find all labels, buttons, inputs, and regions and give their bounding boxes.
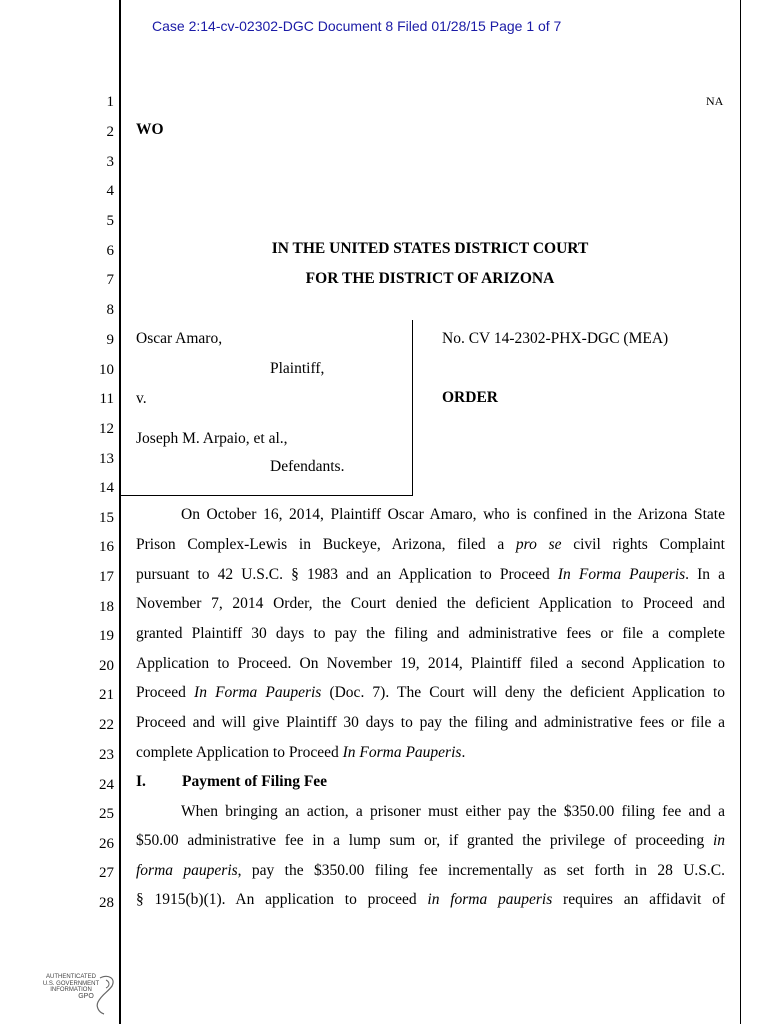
section-title: Payment of Filing Fee [182,773,328,790]
line-number: 22 [99,717,114,733]
court-title-line2: FOR THE DISTRICT OF ARIZONA [305,270,555,287]
line-number: 23 [99,747,114,763]
text-segment: Proceed [136,684,195,701]
text-segment: , pay the $350.00 filing fee incrementally as set forth in 28 U.S.C. [237,862,725,879]
line-number: 13 [99,451,114,467]
line-number: 4 [106,183,114,199]
italic-phrase: in forma pauperis [427,891,553,908]
caption-vertical-rule [412,320,413,496]
line-number: 14 [99,480,114,496]
line-number: 15 [99,510,114,526]
body-text-line: When bringing an action, a prisoner must either pay the $350.00 filing fee and a [181,803,725,820]
text-segment: civil rights Complaint [561,536,725,553]
body-text-line: Proceed and will give Plaintiff 30 days to pay the filing and administrative fees or file a [136,714,725,731]
line-number: 26 [99,836,114,852]
case-number: No. CV 14-2302-PHX-DGC (MEA) [442,330,669,347]
defendant-role: Defendants. [270,458,345,475]
caption-bottom-rule [120,495,413,496]
line-number: 10 [99,362,114,378]
italic-phrase: In Forma Pauperis [194,684,322,701]
gpo-text-line1: AUTHENTICATED [46,974,96,980]
body-text-line: Application to Proceed. On November 19, 2014, Plaintiff filed a second Application to [136,655,725,672]
top-right-code: NA [706,94,724,108]
line-number: 7 [106,272,114,288]
line-number: 28 [99,895,114,911]
text-segment: . In a [685,566,726,583]
versus: v. [136,390,147,407]
body-text-line [136,684,725,702]
italic-phrase: In Forma Pauperis [342,744,462,761]
line-number: 16 [99,539,114,555]
line-number: 3 [106,154,114,170]
line-number: 6 [106,243,114,259]
italic-phrase: in [712,832,725,849]
line-number: 2 [106,124,114,140]
line-number: 21 [99,687,114,703]
section-number: I. [136,773,146,790]
gpo-text-line3: INFORMATION [50,987,92,993]
body-text-line [136,536,725,554]
gpo-text-line2: U.S. GOVERNMENT [42,980,100,987]
top-left-code: WO [136,121,164,138]
text-segment: § 1915(b)(1). An application to proceed [136,891,428,908]
text-segment: requires an affidavit of [552,891,725,908]
text-segment: (Doc. 7). The Court will deny the deficient Application to [321,684,725,701]
italic-phrase: In Forma Pauperis [557,566,686,583]
line-number: 24 [99,777,114,793]
line-number: 5 [106,213,114,229]
line-number: 20 [99,658,114,674]
body-text-line [136,891,725,909]
line-number: 19 [99,628,114,644]
body-text-line: On October 16, 2014, Plaintiff Oscar Amaro, who is confined in the Arizona State [181,506,725,523]
body-text-line: granted Plaintiff 30 days to pay the filing and administrative fees or file a complete [136,625,725,642]
body-text-line [136,744,465,762]
line-number: 17 [99,569,114,585]
gpo-text-line4: GPO [78,992,94,1000]
court-title-line1: IN THE UNITED STATES DISTRICT COURT [271,240,589,257]
case-header: Case 2:14-cv-02302-DGC Document 8 Filed 01/28/15 Page 1 of 7 [152,18,562,34]
left-margin-rule [119,0,121,1024]
line-number: 8 [106,302,114,318]
line-number: 11 [99,391,114,407]
document-title: ORDER [442,389,498,406]
italic-phrase: pro se [515,536,562,553]
plaintiff-role: Plaintiff, [270,360,325,377]
line-number: 1 [106,94,114,110]
body-text-line: November 7, 2014 Order, the Court denied the deficient Application to Proceed and [136,595,725,612]
italic-phrase: forma pauperis [136,862,238,879]
line-number: 18 [99,599,114,615]
defendant-name: Joseph M. Arpaio, et al., [136,430,288,447]
body-text-line [136,862,725,880]
line-number: 9 [106,332,114,348]
line-number: 12 [99,421,114,437]
text-segment: $50.00 administrative fee in a lump sum or, if granted the privilege of proceeding [136,832,713,849]
text-segment: Prison Complex-Lewis in Buckeye, Arizona, filed a [136,536,516,553]
line-number: 25 [99,806,114,822]
gpo-authentication-seal [36,972,118,1016]
text-segment: pursuant to 42 U.S.C. § 1983 and an Application to Proceed [136,566,558,583]
plaintiff-name: Oscar Amaro, [136,330,223,347]
body-text-line [136,832,725,850]
right-margin-rule [740,0,741,1024]
body-text-line [136,566,725,584]
text-segment: complete Application to Proceed [136,744,343,761]
text-segment: . [461,744,466,761]
line-number: 27 [99,865,114,881]
